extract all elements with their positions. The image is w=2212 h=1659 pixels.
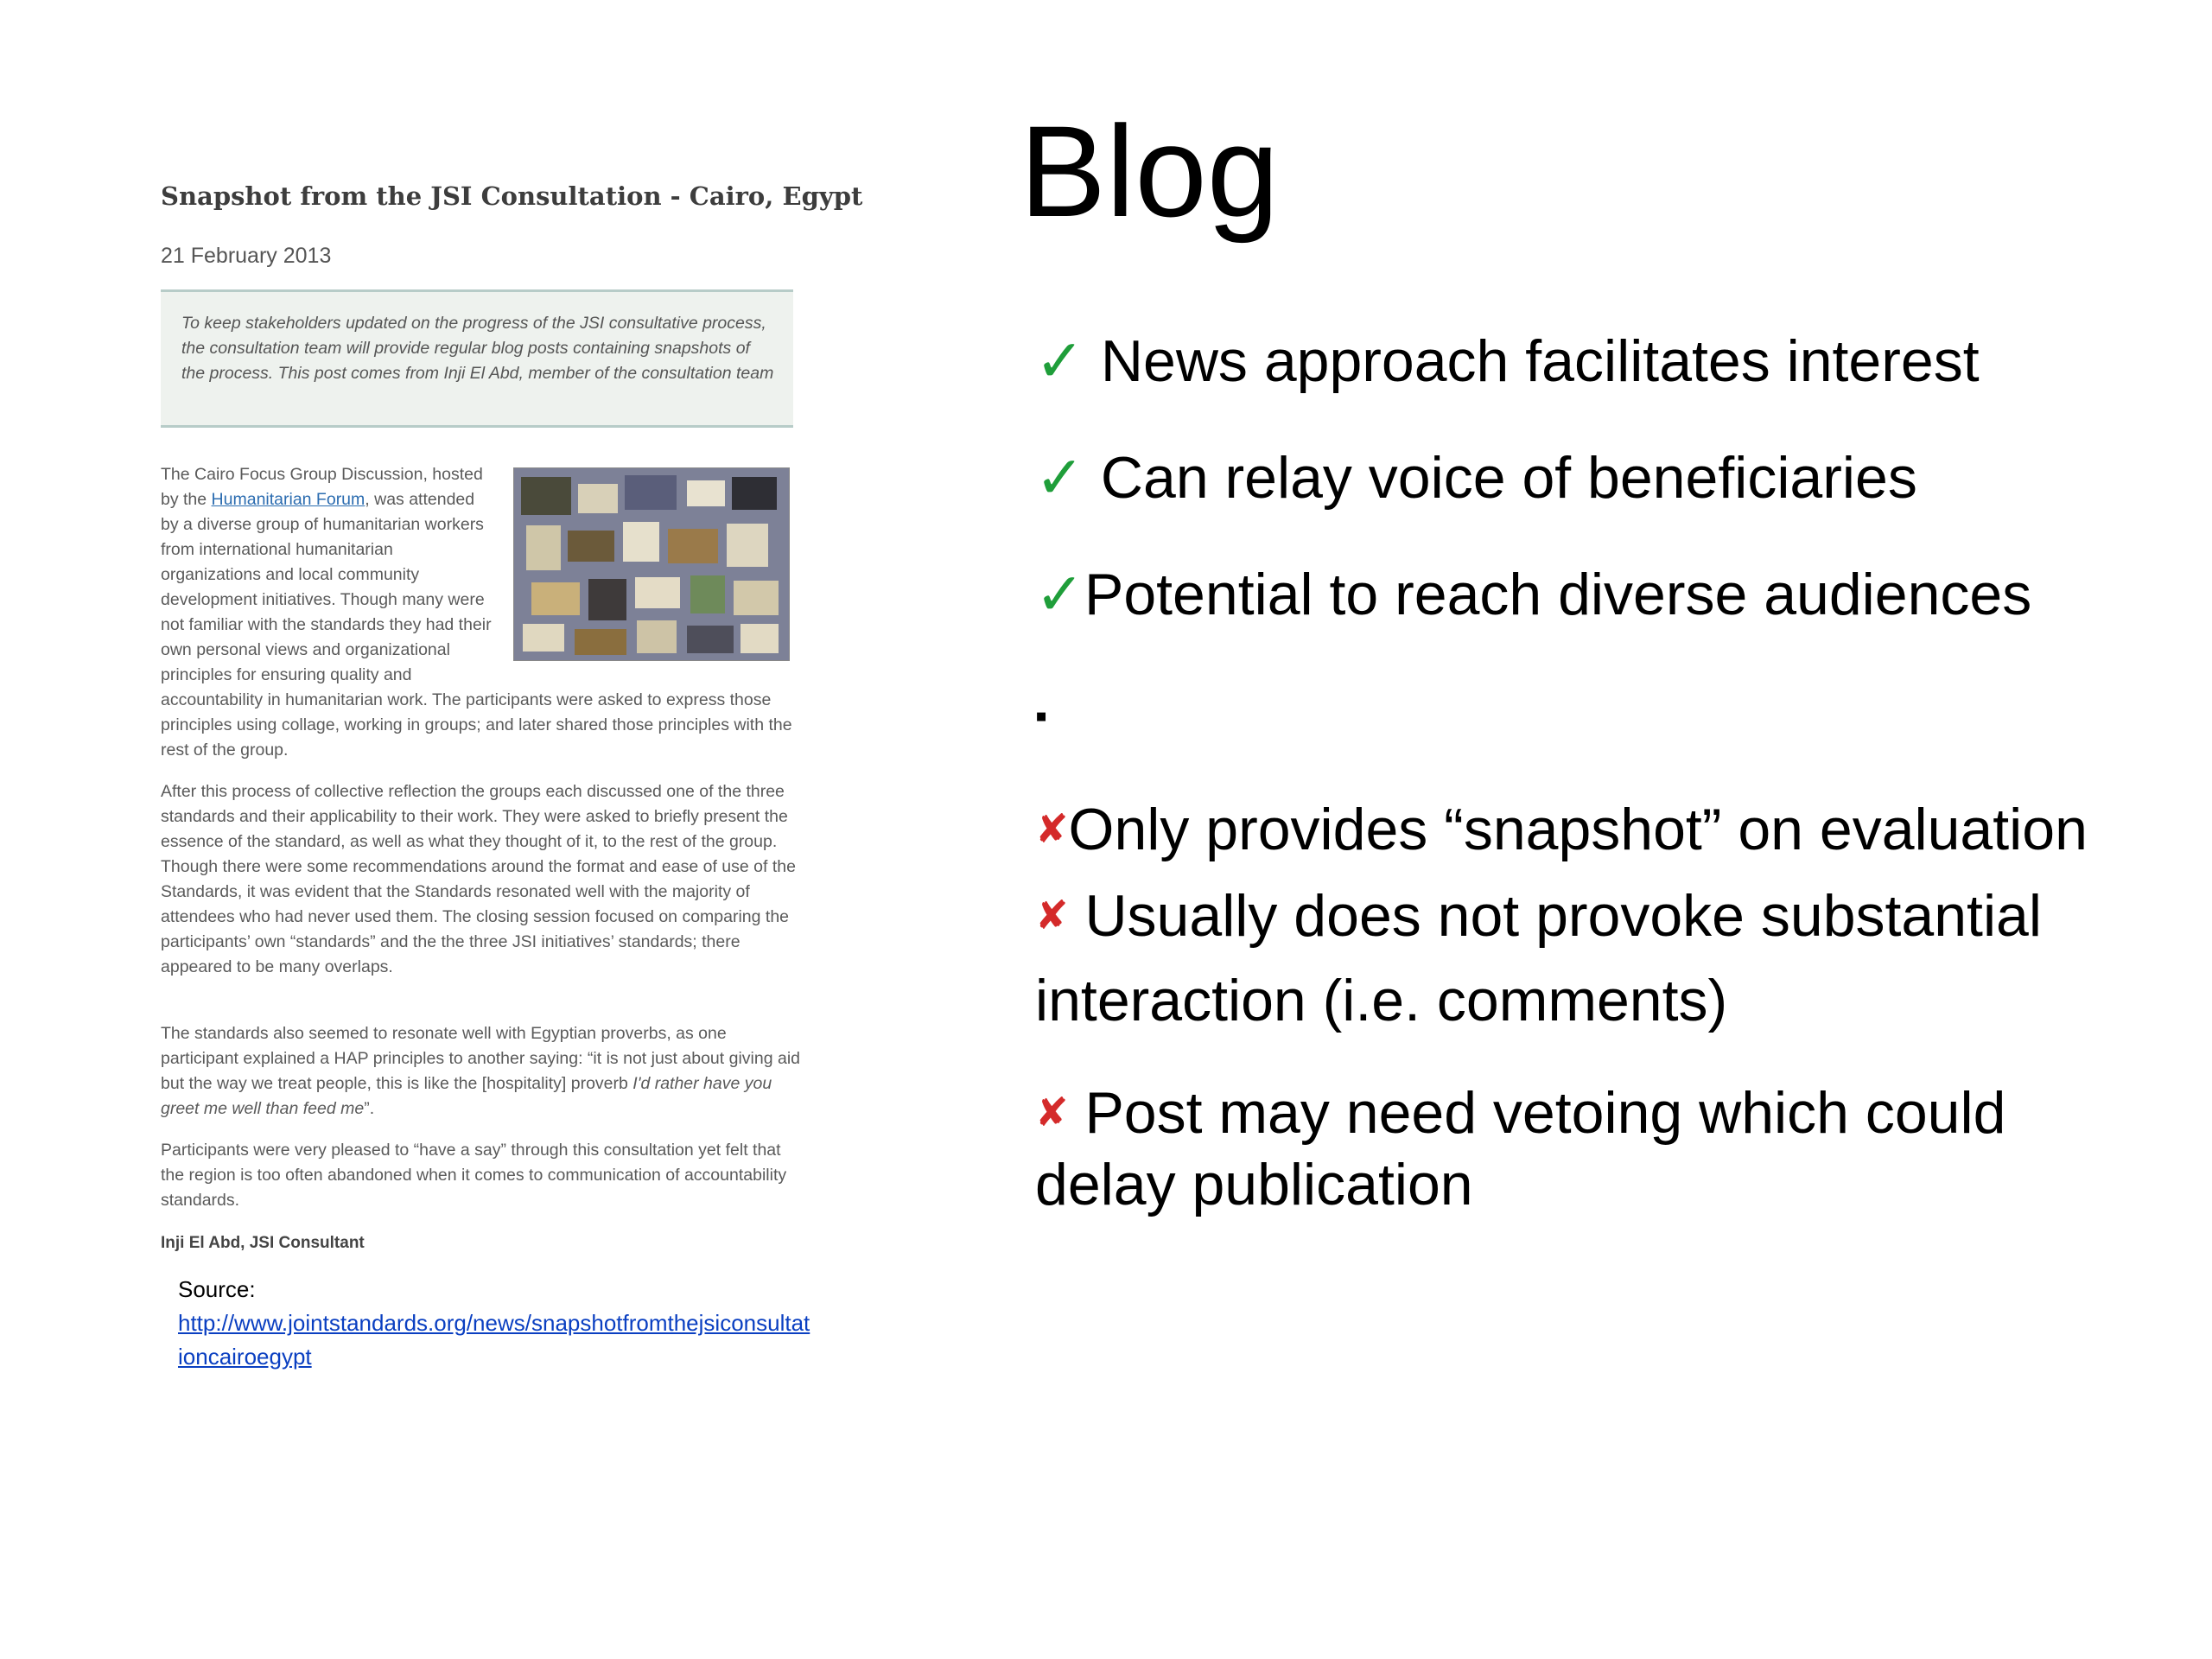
blog-p3-text-a: The standards also seemed to resonate well with Egyptian proverbs, as one participant explained a HAP principles to another saying: “it is not just about giving aid but the way we treat people, this is like the [hospitality] proverb bbox=[161, 1024, 800, 1093]
blog-paragraph-1 bbox=[161, 462, 800, 763]
pro-point-2 bbox=[1035, 442, 1917, 513]
source-citation bbox=[178, 1273, 810, 1374]
con-point-text: Post may need vetoing which could bbox=[1084, 1080, 2006, 1146]
source-url-line-2: ioncairoegypt bbox=[178, 1344, 312, 1370]
blog-post-intro: To keep stakeholders updated on the progress of the JSI consultative process, the consultation team will provide regular blog posts containing snapshots of the process. This post comes from Inji El Abd, member of the consultation team bbox=[161, 289, 793, 428]
con-point-2 bbox=[1035, 880, 2042, 951]
con-point-2-continued: interaction (i.e. comments) bbox=[1035, 968, 1728, 1033]
cross-icon: ✘ bbox=[1035, 893, 1069, 938]
square-bullet bbox=[1035, 677, 1047, 752]
humanitarian-forum-link[interactable]: Humanitarian Forum bbox=[211, 490, 365, 509]
source-label: Source: bbox=[178, 1276, 256, 1302]
blog-p3-text-b: ”. bbox=[364, 1099, 375, 1118]
blog-paragraph-2: After this process of collective reflection the groups each discussed one of the three standards and their applicability to their work. They were asked to briefly present the essence of the standard, as well as what they thought of it, to the rest of the group. Though there were some recommendations around the format and ease of use of the Standards, it was evident that the Standards resonated well with the majority of attendees who had never used them. The closing session focused on comparing the participants’ own “standards” and the the three JSI initiatives’ standards; there appeared to be many overlaps. bbox=[161, 782, 796, 976]
check-icon: ✓ bbox=[1035, 562, 1084, 627]
blog-p1-text-a: The Cairo Focus Group Discussion, hosted by the bbox=[161, 465, 483, 509]
check-icon: ✓ bbox=[1035, 445, 1084, 511]
blog-post-screenshot bbox=[161, 181, 863, 1252]
proverb-quote: I'd rather have you greet me well than feed me bbox=[161, 1074, 772, 1118]
con-point-1 bbox=[1035, 793, 2088, 865]
pro-point-text: Potential to reach diverse audiences bbox=[1084, 562, 2032, 627]
square-bullet-icon: ▪ bbox=[1035, 697, 1048, 736]
blog-paragraph-3 bbox=[161, 1021, 800, 1122]
con-point-3 bbox=[1035, 1077, 2005, 1148]
source-link[interactable] bbox=[178, 1310, 810, 1370]
con-point-3-continued: delay publication bbox=[1035, 1152, 1473, 1217]
source-url-line-1: http://www.jointstandards.org/news/snapshotfromthejsiconsultat bbox=[178, 1310, 810, 1336]
cross-icon: ✘ bbox=[1035, 806, 1069, 851]
check-icon: ✓ bbox=[1035, 328, 1084, 394]
cross-icon: ✘ bbox=[1035, 1090, 1069, 1135]
con-point-text: Only provides “snapshot” on evaluation bbox=[1068, 797, 2088, 862]
con-point-text: Usually does not provoke substantial bbox=[1084, 883, 2042, 949]
pro-point-text: Can relay voice of beneficiaries bbox=[1100, 445, 1917, 511]
blog-paragraph-4: Participants were very pleased to “have a say” through this consultation yet felt that the region is too often abandoned when it comes to communication of accountability standards. bbox=[161, 1141, 787, 1210]
pro-point-3 bbox=[1035, 559, 2031, 630]
blog-post-date: 21 February 2013 bbox=[161, 244, 332, 268]
collage-photo bbox=[513, 467, 790, 661]
blog-post-title: Snapshot from the JSI Consultation - Cairo, Egypt bbox=[161, 181, 863, 211]
pro-point-text: News approach facilitates interest bbox=[1100, 328, 1980, 394]
blog-post-author: Inji El Abd, JSI Consultant bbox=[161, 1234, 365, 1252]
pro-point-1 bbox=[1035, 326, 1980, 397]
blog-p1-text-b: , was attended by a diverse group of humanitarian workers from international humanitarian organizations and local community development initiatives. Though many were not familiar with the standards they had their own personal views and organizational principles for ensuring quality and accountability in humanitarian work. The participants were asked to express those principles using collage, working in groups; and later shared those principles with the rest of the group. bbox=[161, 490, 792, 760]
slide-title: Blog bbox=[1020, 99, 1280, 244]
